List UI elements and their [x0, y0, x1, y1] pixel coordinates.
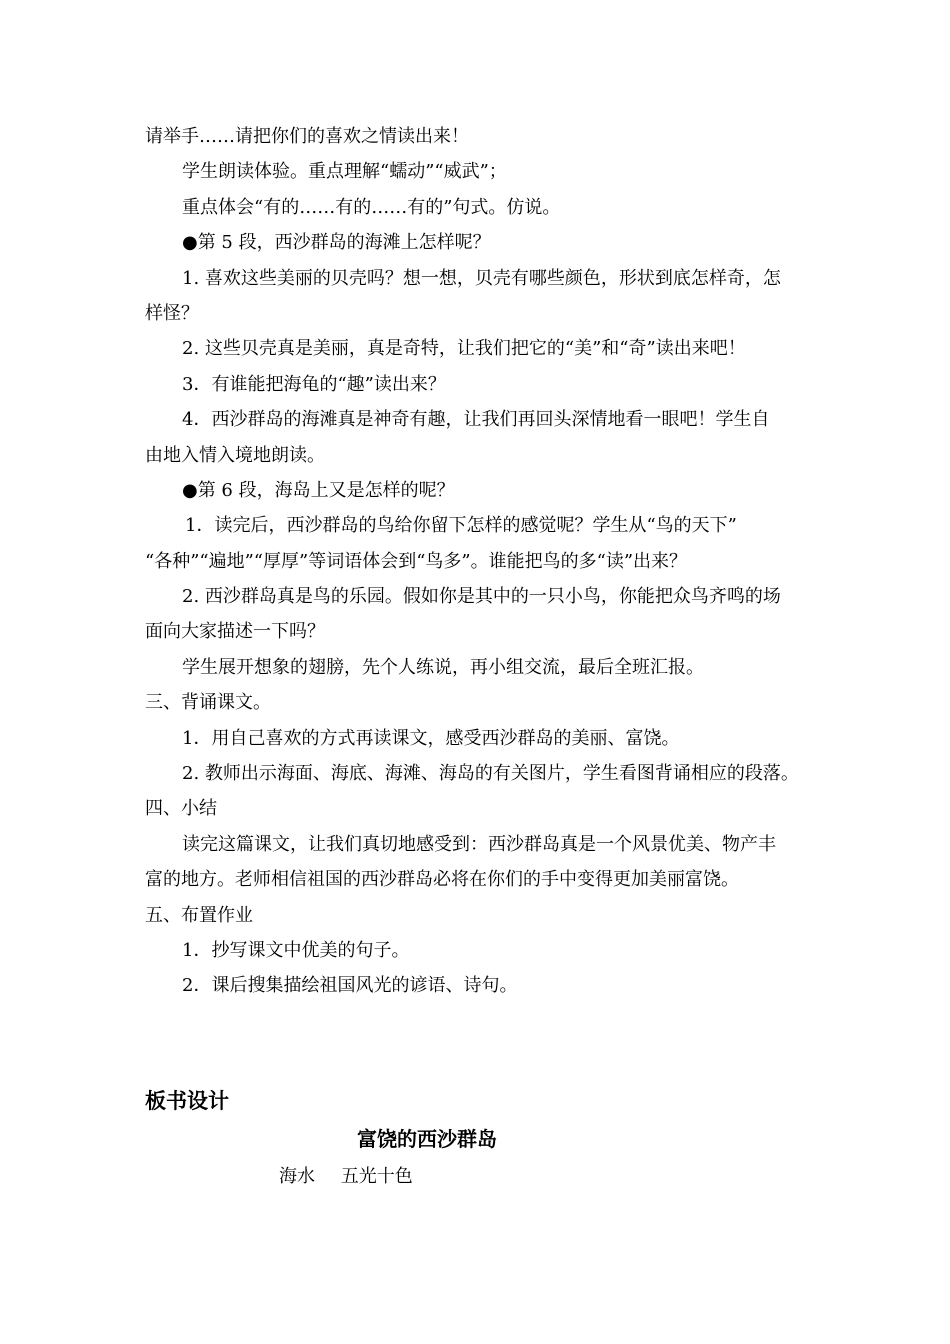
- text-line: 1．抄写课文中优美的句子。: [182, 939, 410, 961]
- document-body: [145, 119, 810, 1004]
- text-line: 1. 喜欢这些美丽的贝壳吗？想一想，贝壳有哪些颜色，形状到底怎样奇，怎: [182, 267, 781, 289]
- text-line: 2. 西沙群岛真是鸟的乐园。假如你是其中的一只小鸟，你能把众鸟齐鸣的场: [182, 586, 781, 608]
- board-row-value: 五光十色: [340, 1166, 413, 1187]
- text-line: 样怪？: [145, 302, 199, 324]
- text-line: 由地入情入境地朗读。: [145, 444, 325, 466]
- text-line: 重点体会“有的……有的……有的”句式。仿说。: [182, 196, 561, 218]
- paragraph-heading: ●第 6 段，海岛上又是怎样的呢？: [182, 479, 455, 501]
- text-line: “各种”“遍地”“厚厚”等词语体会到“鸟多”。谁能把鸟的多“读”出来？: [145, 550, 688, 572]
- section-heading: 三、背诵课文。: [145, 692, 271, 714]
- section-heading: 四、小结: [145, 798, 217, 820]
- text-line: 1．用自己喜欢的方式再读课文，感受西沙群岛的美丽、富饶。: [182, 727, 680, 749]
- board-design-heading: 板书设计: [145, 1089, 229, 1113]
- section-heading: 五、布置作业: [145, 904, 253, 926]
- paragraph-heading: ●第 5 段，西沙群岛的海滩上怎样呢？: [182, 232, 491, 254]
- text-line: 2．课后搜集描绘祖国风光的谚语、诗句。: [182, 975, 518, 997]
- text-line: 1．读完后，西沙群岛的鸟给你留下怎样的感觉呢？学生从“鸟的天下”: [185, 515, 737, 537]
- text-line: 富的地方。老师相信祖国的西沙群岛必将在你们的手中变得更加美丽富饶。: [145, 869, 739, 891]
- text-line: 2. 这些贝壳真是美丽，真是奇特，让我们把它的“美”和“奇”读出来吧！: [182, 338, 746, 360]
- text-line: 4．西沙群岛的海滩真是神奇有趣，让我们再回头深情地看一眼吧！学生自: [182, 409, 770, 431]
- text-line: 读完这篇课文，让我们真切地感受到：西沙群岛真是一个风景优美、物产丰: [182, 833, 776, 855]
- text-line: 学生朗读体验。重点理解“蠕动”“威武”；: [182, 161, 507, 183]
- text-line: 面向大家描述一下吗？: [145, 621, 325, 643]
- text-line: 3．有谁能把海龟的“趣”读出来？: [182, 373, 446, 395]
- board-title: 富饶的西沙群岛: [357, 1127, 497, 1151]
- text-line: 请举手……请把你们的喜欢之情读出来！: [145, 126, 469, 147]
- text-line: 学生展开想象的翅膀，先个人练说，再小组交流，最后全班汇报。: [182, 656, 704, 678]
- text-line: 2. 教师出示海面、海底、海滩、海岛的有关图片，学生看图背诵相应的段落。: [182, 763, 799, 785]
- board-row: [279, 1162, 413, 1192]
- board-row-label: 海水: [279, 1166, 315, 1187]
